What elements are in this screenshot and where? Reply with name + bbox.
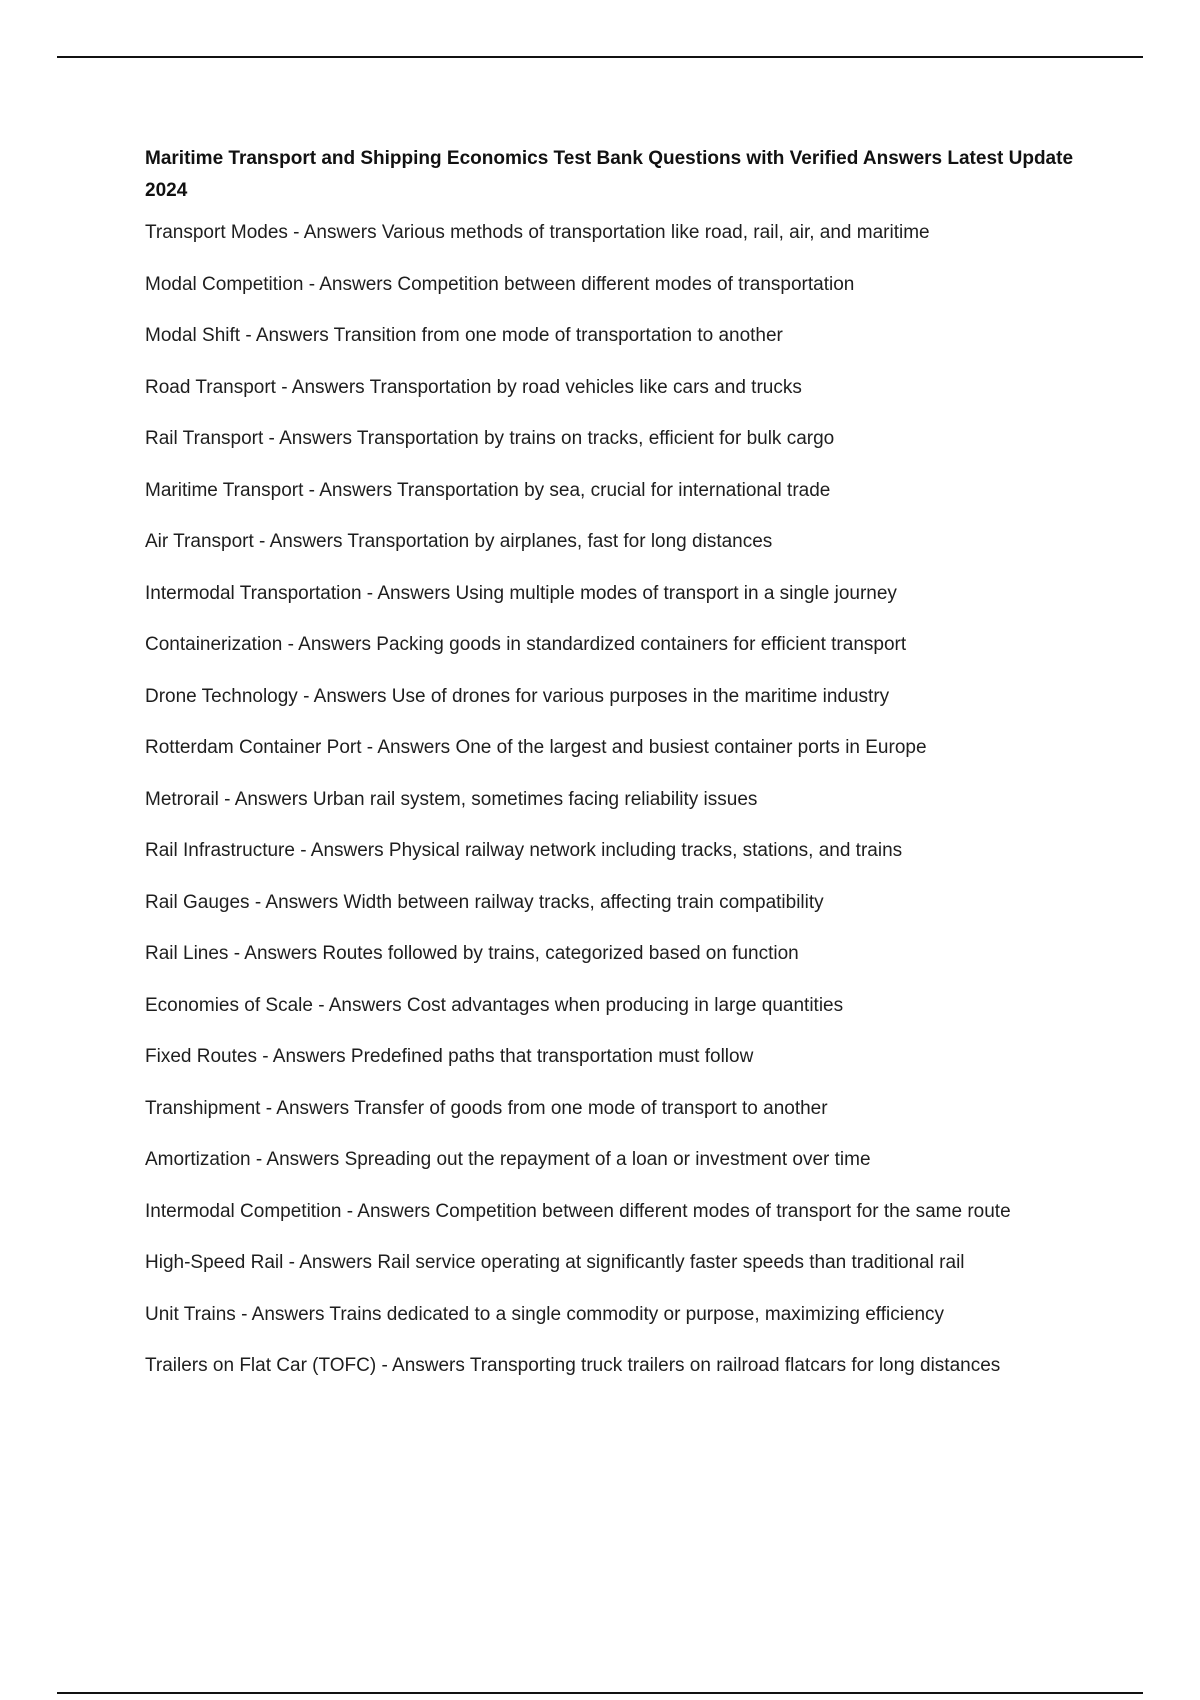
entry-item: Unit Trains - Answers Trains dedicated to a single commodity or purpose, maximizing efficiency (145, 1303, 945, 1325)
document-body (145, 143, 1095, 1403)
entry-item: Modal Competition - Answers Competition between different modes of transportation (145, 273, 855, 295)
entry-item: Rail Transport - Answers Transportation by trains on tracks, efficient for bulk cargo (145, 428, 835, 449)
entry-item: Fixed Routes - Answers Predefined paths that transportation must follow (145, 1046, 754, 1067)
top-rule (57, 56, 1143, 58)
entry-list (145, 218, 1095, 1381)
entry-item: Intermodal Transportation - Answers Using multiple modes of transport in a single journey (145, 582, 897, 604)
entry-item: Rail Infrastructure - Answers Physical railway network including tracks, stations, and trains (145, 840, 903, 861)
entry-item: Road Transport - Answers Transportation by road vehicles like cars and trucks (145, 376, 802, 398)
entry-item: Rail Gauges - Answers Width between railway tracks, affecting train compatibility (145, 891, 824, 913)
entry-item: Economies of Scale - Answers Cost advantages when producing in large quantities (145, 994, 844, 1016)
entry-item: Rail Lines - Answers Routes followed by trains, categorized based on function (145, 943, 799, 964)
entry-item: Maritime Transport - Answers Transportation by sea, crucial for international trade (145, 479, 831, 501)
entry-item: Transport Modes - Answers Various methods of transportation like road, rail, air, and maritime (145, 222, 930, 243)
entry-item: Drone Technology - Answers Use of drones for various purposes in the maritime industry (145, 685, 890, 707)
entry-item: Transhipment - Answers Transfer of goods from one mode of transport to another (145, 1097, 828, 1119)
entry-item: Intermodal Competition - Answers Competition between different modes of transport for the same route (145, 1200, 1011, 1222)
entry-item: Modal Shift - Answers Transition from one mode of transportation to another (145, 325, 783, 346)
entry-item: Containerization - Answers Packing goods in standardized containers for efficient transport (145, 634, 907, 655)
bottom-rule (57, 1692, 1143, 1694)
entry-item: High-Speed Rail - Answers Rail service operating at significantly faster speeds than traditional rail (145, 1252, 965, 1273)
document-title: Maritime Transport and Shipping Economics Test Bank Questions with Verified Answers Latest Update 2024 (145, 148, 1074, 201)
entry-item: Amortization - Answers Spreading out the repayment of a loan or investment over time (145, 1149, 871, 1170)
entry-item: Air Transport - Answers Transportation by airplanes, fast for long distances (145, 531, 773, 552)
entry-item: Trailers on Flat Car (TOFC) - Answers Transporting truck trailers on railroad flatcars for long distances (145, 1355, 1001, 1376)
entry-item: Rotterdam Container Port - Answers One of the largest and busiest container ports in Europe (145, 737, 927, 758)
entry-item: Metrorail - Answers Urban rail system, sometimes facing reliability issues (145, 788, 758, 810)
